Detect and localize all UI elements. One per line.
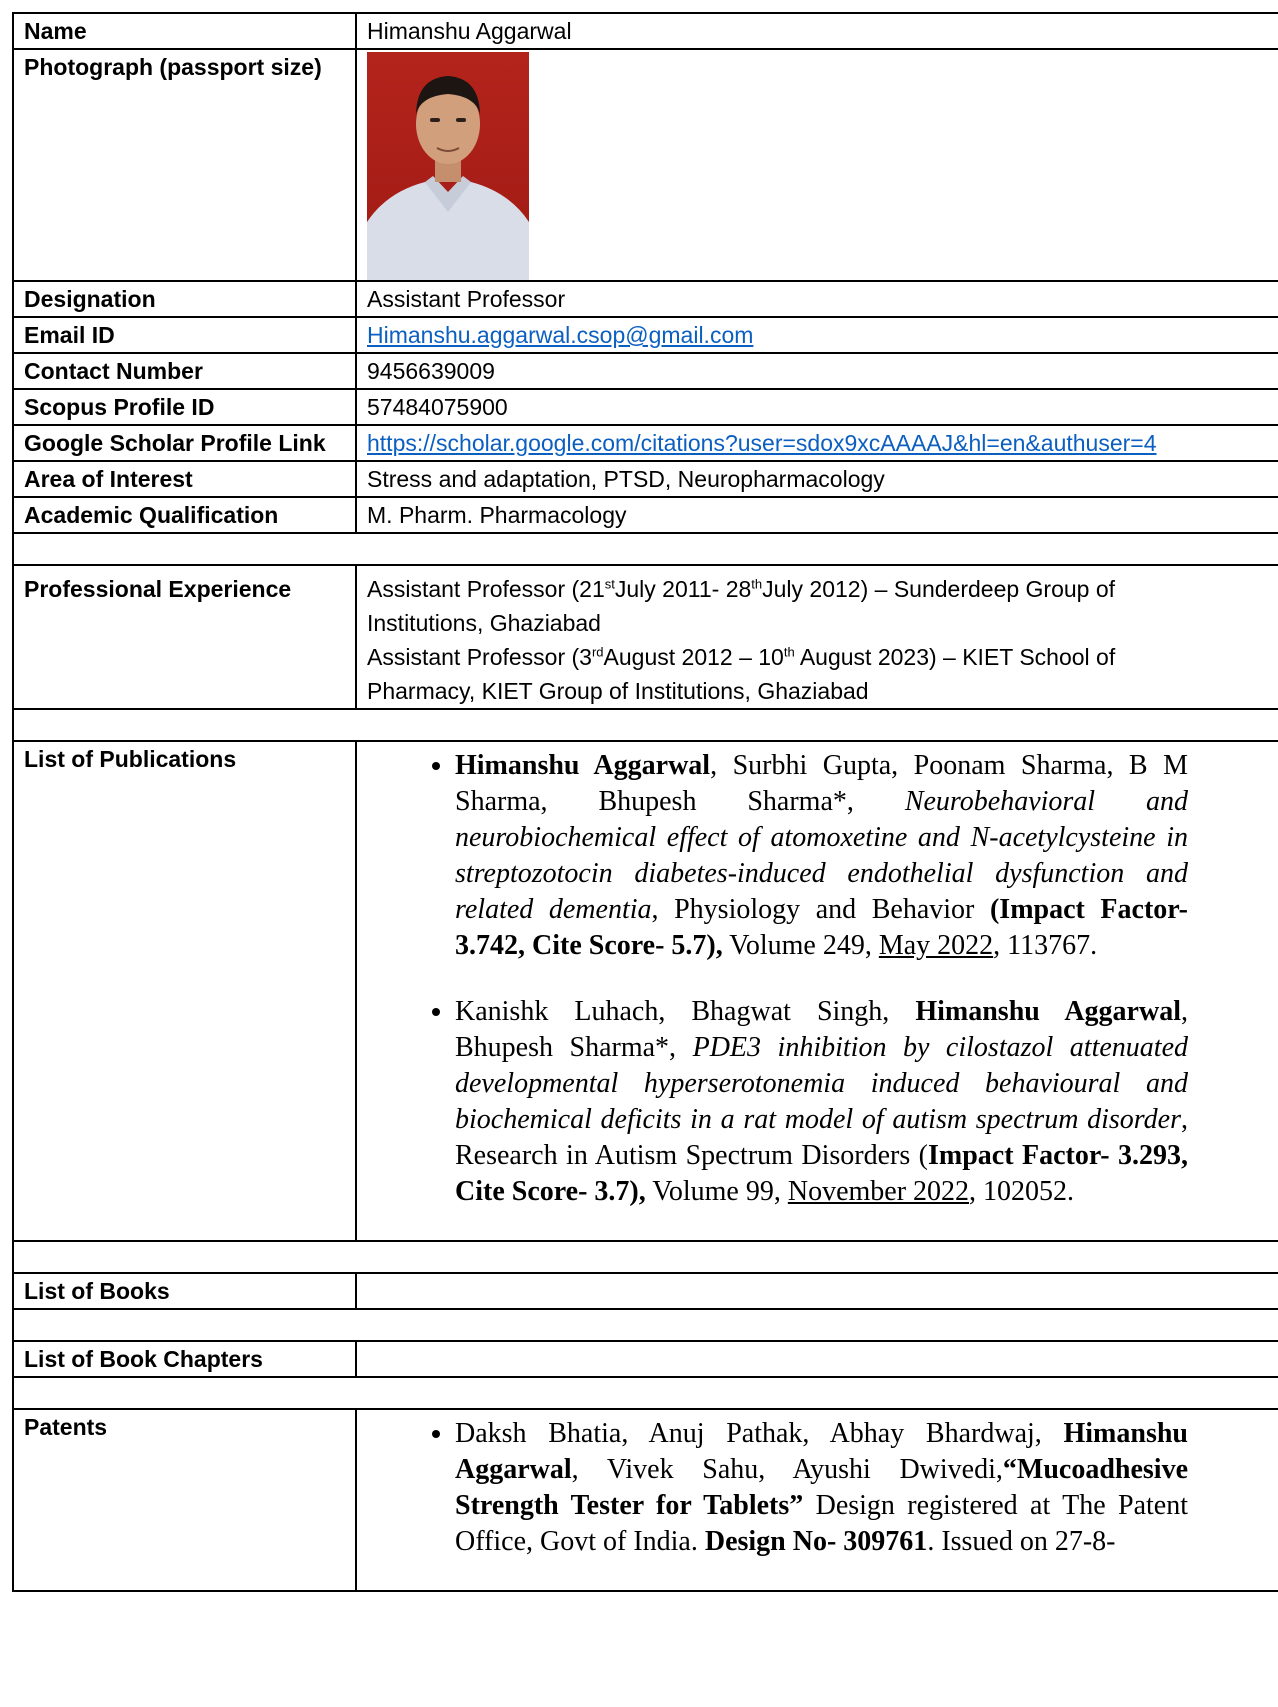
publication-item: • Kanishk Luhach, Bhagwat Singh, Himanshu Aggarwal, Bhupesh Sharma*, PDE3 inhibition by cilostazol attenuated developmental hyperserotonemia induced behavioural and biochemical deficits in a rat model of autism spectrum disorder, Research in Autism Spectrum Disorders (Impact Factor- 3.293, Cite Score- 3.7), Volume 99, November 2022, 102052.: [455, 994, 1188, 1210]
profile-table: [12, 12, 1278, 1592]
row-interest: [13, 461, 1278, 497]
spacer-row: [13, 1309, 1278, 1341]
spacer-row: [13, 1241, 1278, 1273]
books-value: [356, 1273, 1278, 1309]
name-label: Name: [13, 13, 356, 49]
contact-value: 9456639009: [356, 353, 1278, 389]
qualification-value: M. Pharm. Pharmacology: [356, 497, 1278, 533]
row-publications: [13, 741, 1278, 1241]
photo-label: Photograph (passport size): [13, 49, 356, 281]
row-qualification: [13, 497, 1278, 533]
patent-item: • Daksh Bhatia, Anuj Pathak, Abhay Bhardwaj, Himanshu Aggarwal, Vivek Sahu, Ayushi Dwivedi,“Mucoadhesive Strength Tester for Tablets” Design registered at The Patent Office, Govt of India. Design No- 309761. Issued on 27-8-: [455, 1416, 1188, 1560]
chapters-label: List of Book Chapters: [13, 1341, 356, 1377]
spacer-row: [13, 709, 1278, 741]
experience-label: Professional Experience: [13, 565, 356, 709]
row-chapters: [13, 1341, 1278, 1377]
row-scholar: [13, 425, 1278, 461]
contact-label: Contact Number: [13, 353, 356, 389]
row-scopus: [13, 389, 1278, 425]
email-link[interactable]: Himanshu.aggarwal.csop@gmail.com: [367, 322, 754, 348]
chapters-value: [356, 1341, 1278, 1377]
scholar-link[interactable]: https://scholar.google.com/citations?user=sdox9xcAAAAJ&hl=en&authuser=4: [367, 430, 1157, 456]
row-name: [13, 13, 1278, 49]
row-books: [13, 1273, 1278, 1309]
row-contact: [13, 353, 1278, 389]
publications-label: List of Publications: [13, 741, 356, 1241]
experience-item: Assistant Professor (21stJuly 2011- 28thJuly 2012) – Sunderdeep Group of Institutions, Ghaziabad: [367, 576, 1116, 636]
scopus-value: 57484075900: [356, 389, 1278, 425]
designation-value: Assistant Professor: [356, 281, 1278, 317]
row-patents: [13, 1409, 1278, 1591]
designation-label: Designation: [13, 281, 356, 317]
row-email: [13, 317, 1278, 353]
patents-label: Patents: [13, 1409, 356, 1591]
row-designation: [13, 281, 1278, 317]
patents-list: [367, 1416, 1196, 1560]
scholar-label: Google Scholar Profile Link: [13, 425, 356, 461]
row-experience: [13, 565, 1278, 709]
publications-list: [367, 748, 1196, 1210]
person-photo-icon: [367, 52, 529, 280]
spacer-row: [13, 1377, 1278, 1409]
interest-label: Area of Interest: [13, 461, 356, 497]
books-label: List of Books: [13, 1273, 356, 1309]
interest-value: Stress and adaptation, PTSD, Neuropharmacology: [356, 461, 1278, 497]
scopus-label: Scopus Profile ID: [13, 389, 356, 425]
qualification-label: Academic Qualification: [13, 497, 356, 533]
publication-item: • Himanshu Aggarwal, Surbhi Gupta, Poonam Sharma, B M Sharma, Bhupesh Sharma*, Neurobehavioral and neurobiochemical effect of atomoxetine and N-acetylcysteine in streptozotocin diabetes-induced endothelial dysfunction and related dementia, Physiology and Behavior (Impact Factor- 3.742, Cite Score- 5.7), Volume 249, May 2022, 113767.: [455, 748, 1188, 964]
name-value: Himanshu Aggarwal: [356, 13, 1278, 49]
profile-photo: [367, 52, 529, 280]
spacer-row: [13, 533, 1278, 565]
experience-item: Assistant Professor (3rdAugust 2012 – 10th August 2023) – KIET School of Pharmacy, KIET Group of Institutions, Ghaziabad: [367, 644, 1116, 704]
email-label: Email ID: [13, 317, 356, 353]
row-photo: [13, 49, 1278, 281]
